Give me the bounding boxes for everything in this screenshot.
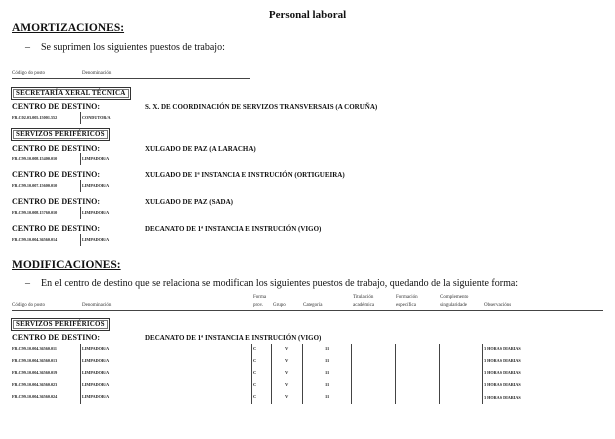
column-header-complemento-line2: singularidade (440, 303, 467, 308)
column-header-grupo: Grupo (273, 303, 286, 308)
column-divider (80, 234, 81, 246)
codigo-posto: FR.C02.03.005.15001.552 (12, 115, 58, 120)
column-divider (80, 344, 81, 404)
column-divider (271, 344, 272, 404)
column-divider (482, 344, 483, 404)
column-header-denominacion: Denominación (82, 303, 112, 308)
centro-name: XULGADO DE 1ª INSTANCIA E INSTRUCIÓN (ORTIGUEIRA) (145, 171, 345, 179)
grupo: V (285, 358, 289, 363)
column-header-titulacion-line1: Titulación (353, 295, 374, 300)
grupo: V (285, 370, 289, 375)
denominacion: LIMPADOR/A (82, 156, 110, 161)
bullet-dash: – (25, 42, 30, 53)
forma-provision: C (253, 346, 257, 351)
organo-box: SECRETARÍA XERAL TÉCNICA (11, 87, 131, 100)
denominacion: LIMPADOR/A (82, 394, 110, 399)
column-header-observaciones: Observacións (484, 303, 512, 308)
column-header-complemento-line1: Complemento (440, 295, 469, 300)
codigo-posto: FR.C99.10.007.15600.010 (12, 183, 58, 188)
column-divider (351, 344, 352, 404)
organo-box: SERVIZOS PERIFÉRICOS (11, 318, 110, 331)
observaciones: 3 HORAS DIARIAS (484, 382, 521, 387)
codigo-posto: FR.C99.10.004.36560.024 (12, 394, 58, 399)
column-header-forma-line1: Forma (253, 295, 267, 300)
denominacion: LIMPADOR/A (82, 183, 110, 188)
denominacion: LIMPADOR/A (82, 358, 110, 363)
column-divider (80, 153, 81, 165)
centro-name: DECANATO DE 1ª INSTANCIA E INSTRUCIÓN (VIGO) (145, 334, 322, 342)
codigo-posto: FR.C99.10.004.36560.019 (12, 370, 58, 375)
centro-label: CENTRO DE DESTINO: (12, 197, 101, 206)
centro-label: CENTRO DE DESTINO: (12, 102, 101, 111)
codigo-posto: FR.C99.10.004.36560.023 (12, 382, 58, 387)
denominacion: LIMPADOR/A (82, 210, 110, 215)
page-title: Personal laboral (268, 9, 347, 21)
categoria: 11 (325, 370, 330, 375)
denominacion: LIMPADOR/A (82, 370, 110, 375)
amortizaciones-intro (25, 42, 225, 53)
column-divider (80, 207, 81, 219)
forma-provision: C (253, 358, 257, 363)
codigo-posto: FR.C99.10.004.36560.011 (12, 346, 58, 351)
centro-label: CENTRO DE DESTINO: (12, 170, 101, 179)
grupo: V (285, 394, 289, 399)
organo-box: SERVIZOS PERIFÉRICOS (11, 128, 110, 141)
grupo: V (285, 382, 289, 387)
column-divider (439, 344, 440, 404)
column-divider (302, 344, 303, 404)
intro-text: En el centro de destino que se relaciona se modifican los siguientes puestos de trabajo, quedando de la siguiente forma: (41, 278, 519, 289)
header-rule (12, 310, 603, 311)
centro-name: S. X. DE COORDINACIÓN DE SERVIZOS TRANSVERSAIS (A CORUÑA) (145, 103, 378, 111)
modificaciones-intro (25, 278, 518, 289)
denominacion: LIMPADOR/A (82, 382, 110, 387)
centro-name: XULGADO DE PAZ (SADA) (145, 198, 233, 206)
observaciones: 3 HORAS DIARIAS (484, 358, 521, 363)
categoria: 11 (325, 346, 330, 351)
observaciones: 3 HORAS DIARIAS (484, 395, 521, 400)
column-header-formacion-line1: Formación (396, 295, 418, 300)
section-title-modificaciones: MODIFICACIONES: (12, 259, 121, 271)
codigo-posto: FR.C99.10.004.36560.013 (12, 358, 58, 363)
centro-label: CENTRO DE DESTINO: (12, 144, 101, 153)
column-header-codigo: Código do posto (12, 303, 46, 308)
column-header-forma-line2: prov. (253, 303, 264, 308)
column-header-denominacion: Denominación (82, 71, 112, 76)
bullet-dash: – (25, 278, 30, 289)
column-header-codigo: Código do posto (12, 71, 46, 76)
centro-label: CENTRO DE DESTINO: (12, 224, 101, 233)
codigo-posto: FR.C99.10.008.15400.010 (12, 156, 58, 161)
categoria: 11 (325, 394, 330, 399)
categoria: 11 (325, 358, 330, 363)
categoria: 11 (325, 382, 330, 387)
column-header-titulacion-line2: académica (353, 303, 375, 308)
column-divider (80, 180, 81, 192)
denominacion: LIMPADOR/A (82, 346, 110, 351)
centro-name: XULGADO DE PAZ (A LARACHA) (145, 145, 256, 153)
codigo-posto: FR.C99.10.004.36560.014 (12, 237, 58, 242)
column-divider (80, 112, 81, 124)
intro-text: Se suprimen los siguientes puestos de trabajo: (41, 42, 225, 53)
column-header-formacion-line2: específica (396, 303, 416, 308)
column-divider (395, 344, 396, 404)
header-rule (12, 78, 250, 79)
observaciones: 3 HORAS DIARIAS (484, 370, 521, 375)
centro-label: CENTRO DE DESTINO: (12, 333, 101, 342)
column-divider (251, 344, 252, 404)
observaciones: 3 HORAS DIARIAS (484, 346, 521, 351)
codigo-posto: FR.C99.10.008.15760.010 (12, 210, 58, 215)
denominacion: LIMPADOR/A (82, 237, 110, 242)
forma-provision: C (253, 370, 257, 375)
denominacion: CONDUTOR/A (82, 115, 111, 120)
forma-provision: C (253, 394, 257, 399)
forma-provision: C (253, 382, 257, 387)
section-title-amortizaciones: AMORTIZACIONES: (12, 22, 125, 34)
grupo: V (285, 346, 289, 351)
column-header-categoria: Categoría (303, 303, 323, 308)
centro-name: DECANATO DE 1ª INSTANCIA E INSTRUCIÓN (VIGO) (145, 225, 322, 233)
